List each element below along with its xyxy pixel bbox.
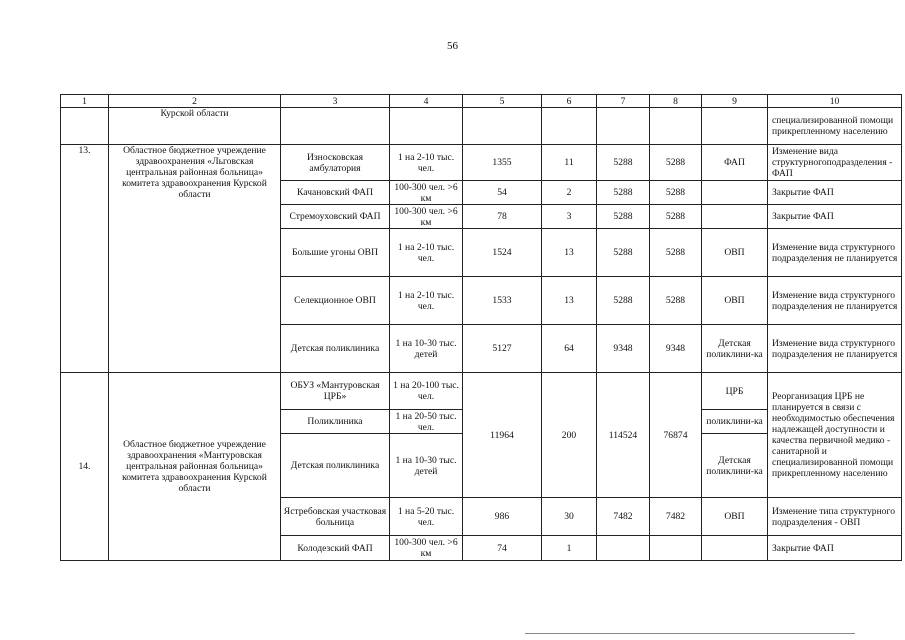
value-cell: 7482: [597, 498, 650, 536]
population-cell: 78: [463, 205, 542, 229]
value-cell: 5288: [597, 181, 650, 205]
row-number: 14.: [61, 373, 109, 561]
org-cell: Курской области: [109, 108, 281, 145]
population-cell: 1355: [463, 145, 542, 181]
staff-cell: 13: [542, 277, 597, 325]
table-row: [61, 145, 902, 181]
type-cell: ОВП: [702, 498, 768, 536]
table-row: [61, 108, 902, 145]
col-header: 5: [463, 95, 542, 108]
value-cell: 5288: [650, 229, 702, 277]
population-cell: 1524: [463, 229, 542, 277]
footer-rule: [525, 633, 855, 634]
change-cell: Закрытие ФАП: [768, 181, 902, 205]
value-cell: 9348: [650, 325, 702, 373]
type-cell: [702, 205, 768, 229]
unit-cell: ОБУЗ «Мантуровская ЦРБ»: [281, 373, 390, 410]
population-cell: 11964: [463, 373, 542, 498]
value-cell: 5288: [650, 181, 702, 205]
unit-cell: Качановский ФАП: [281, 181, 390, 205]
col-header: 6: [542, 95, 597, 108]
value-cell: 5288: [650, 277, 702, 325]
value-cell: 9348: [597, 325, 650, 373]
change-cell: Реорганизация ЦРБ не планируется в связи с необходимостью обеспечения надлежащей доступности и качества первичной медико - санитарной и специализированной помощи прикрепленному населению: [768, 373, 902, 498]
staff-cell: 3: [542, 205, 597, 229]
col-header: 8: [650, 95, 702, 108]
value-cell: 7482: [650, 498, 702, 536]
type-cell: Детская поликлини-ка: [702, 325, 768, 373]
table-row: [61, 373, 902, 410]
unit-cell: Большие угоны ОВП: [281, 229, 390, 277]
norm-cell: 1 на 2-10 тыс. чел.: [390, 229, 463, 277]
unit-cell: Детская поликлиника: [281, 434, 390, 498]
col-header: 10: [768, 95, 902, 108]
change-cell: специализированной помощи прикрепленному населению: [768, 108, 902, 145]
staff-cell: 13: [542, 229, 597, 277]
col-header: 4: [390, 95, 463, 108]
unit-cell: Износковская амбулатория: [281, 145, 390, 181]
page-number: 56: [447, 40, 458, 52]
norm-cell: 100-300 чел. >6 км: [390, 536, 463, 561]
norm-cell: 1 на 5-20 тыс. чел.: [390, 498, 463, 536]
type-cell: [702, 536, 768, 561]
org-cell: Областное бюджетное учреждение здравоохранения «Мантуровская центральная районная больница» комитета здравоохранения Курской области: [109, 373, 281, 561]
value-cell: 5288: [597, 205, 650, 229]
col-header: 2: [109, 95, 281, 108]
staff-cell: 1: [542, 536, 597, 561]
unit-cell: Колодезский ФАП: [281, 536, 390, 561]
population-cell: 5127: [463, 325, 542, 373]
org-cell: Областное бюджетное учреждение здравоохранения «Льговская центральная районная больница» комитета здравоохранения Курской области: [109, 145, 281, 373]
staff-cell: 200: [542, 373, 597, 498]
row-number: 13.: [61, 145, 109, 373]
norm-cell: 100-300 чел. >6 км: [390, 205, 463, 229]
staff-cell: 64: [542, 325, 597, 373]
type-cell: ОВП: [702, 229, 768, 277]
reorganization-table: [60, 94, 902, 561]
type-cell: Детская поликлини-ка: [702, 434, 768, 498]
change-cell: Изменение вида структурного подразделения не планируется: [768, 229, 902, 277]
change-cell: Изменение типа структурного подразделения - ОВП: [768, 498, 902, 536]
unit-cell: Детская поликлиника: [281, 325, 390, 373]
unit-cell: Ястребовская участковая больница: [281, 498, 390, 536]
staff-cell: 2: [542, 181, 597, 205]
change-cell: Изменение вида структурного подразделения не планируется: [768, 325, 902, 373]
norm-cell: 1 на 2-10 тыс. чел.: [390, 145, 463, 181]
value-cell: 5288: [597, 229, 650, 277]
type-cell: ОВП: [702, 277, 768, 325]
value-cell: 5288: [597, 277, 650, 325]
value-cell: [597, 536, 650, 561]
population-cell: 54: [463, 181, 542, 205]
type-cell: поликлини-ка: [702, 410, 768, 434]
staff-cell: 11: [542, 145, 597, 181]
norm-cell: 1 на 10-30 тыс. детей: [390, 434, 463, 498]
type-cell: ФАП: [702, 145, 768, 181]
type-cell: [702, 181, 768, 205]
value-cell: 76874: [650, 373, 702, 498]
col-header: 7: [597, 95, 650, 108]
change-cell: Закрытие ФАП: [768, 205, 902, 229]
col-header: 3: [281, 95, 390, 108]
change-cell: Закрытие ФАП: [768, 536, 902, 561]
population-cell: 986: [463, 498, 542, 536]
norm-cell: 1 на 20-50 тыс. чел.: [390, 410, 463, 434]
column-number-row: [61, 95, 902, 108]
change-cell: Изменение вида структурногоподразделения - ФАП: [768, 145, 902, 181]
norm-cell: 1 на 20-100 тыс. чел.: [390, 373, 463, 410]
value-cell: 5288: [597, 145, 650, 181]
population-cell: 1533: [463, 277, 542, 325]
col-header: 1: [61, 95, 109, 108]
norm-cell: 1 на 10-30 тыс. детей: [390, 325, 463, 373]
value-cell: 5288: [650, 145, 702, 181]
staff-cell: 30: [542, 498, 597, 536]
norm-cell: 100-300 чел. >6 км: [390, 181, 463, 205]
unit-cell: Селекционное ОВП: [281, 277, 390, 325]
value-cell: 114524: [597, 373, 650, 498]
value-cell: [650, 536, 702, 561]
norm-cell: 1 на 2-10 тыс. чел.: [390, 277, 463, 325]
change-cell: Изменение вида структурного подразделения не планируется: [768, 277, 902, 325]
type-cell: ЦРБ: [702, 373, 768, 410]
unit-cell: Поликлиника: [281, 410, 390, 434]
col-header: 9: [702, 95, 768, 108]
population-cell: 74: [463, 536, 542, 561]
unit-cell: Стремоуховский ФАП: [281, 205, 390, 229]
value-cell: 5288: [650, 205, 702, 229]
